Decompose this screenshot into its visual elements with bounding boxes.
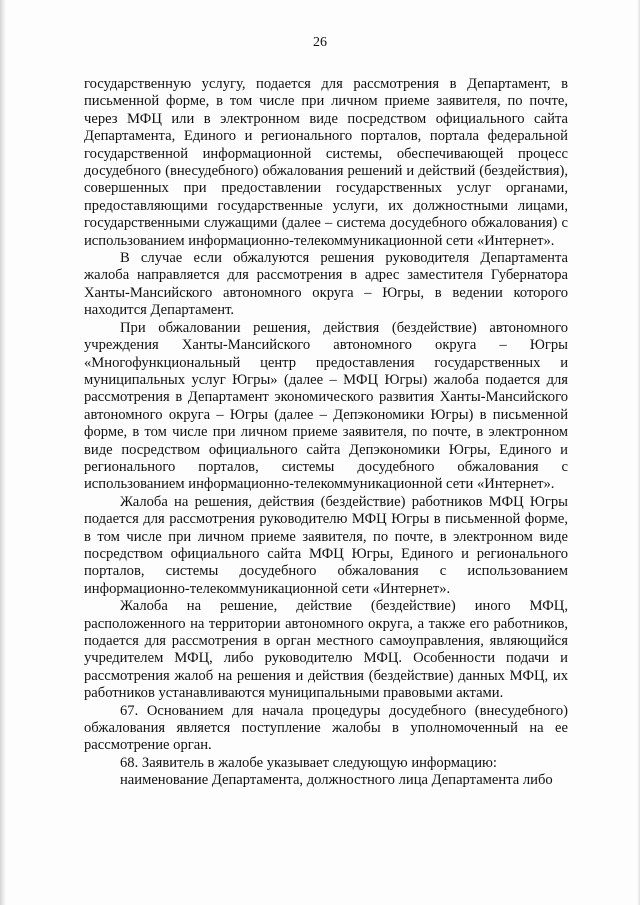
paragraph-item-67: 67. Основанием для начала процедуры досудебного (внесудебного) обжалования является поступление жалобы в уполномоченный на ее рассмотрение орган. [84,702,568,754]
paragraph-other-mfc: Жалоба на решение, действие (бездействие) иного МФЦ, расположенного на территории автономного округа, а также его работников, подается для рассмотрения в орган местного самоуправления, являющийся учредителем МФЦ, либо руководителю МФЦ. Особенности подачи и рассмотрения жалоб на решения и действия (бездействие) данных МФЦ, их работников устанавливаются муниципальными правовыми актами. [84,598,568,702]
page-number: 26 [313,35,327,50]
paragraph-mfc-yugra-institution: При обжаловании решения, действия (бездействие) автономного учреждения Ханты-Мансийского автономного округа – Югры «Многофункциональный центр предоставления государственных и муниципальных услуг Югры» (далее – МФЦ Югры) жалоба подается для рассмотрения в Департамент экономического развития Ханты-Мансийского автономного округа – Югры (далее – Депэкономики Югры) в письменной форме, в том числе при личном приеме заявителя, по почте, в электронном виде посредством официального сайта Депэкономики Югры, Единого и регионального порталов, системы досудебного обжалования с использованием информационно-телекоммуникационной сети «Интернет». [84,319,568,493]
paragraph-item-68: 68. Заявитель в жалобе указывает следующую информацию: [120,754,497,771]
document-body [84,76,568,790]
paragraph-mfc-yugra-workers: Жалоба на решения, действия (бездействие) работников МФЦ Югры подается для рассмотрения руководителю МФЦ Югры в письменной форме, в том числе при личном приеме заявителя, по почте, в электронном виде посредством официального сайта МФЦ Югры, Единого и регионального порталов, системы досудебного обжалования с использованием информационно-телекоммуникационной сети «Интернет». [84,493,568,597]
paragraph-continuation: государственную услугу, подается для рассмотрения в Департамент, в письменной форме, в том числе при личном приеме заявителя, по почте, через МФЦ или в электронном виде посредством официального сайта Департамента, Единого и регионального порталов, портала федеральной государственной информационной системы, обеспечивающей процесс досудебного (внесудебного) обжалования решений и действий (бездействия), совершенных при предоставлении государственных услуг органами, предоставляющими государственные услуги, их должностными лицами, государственными служащими (далее – система досудебного обжалования) с использованием информационно-телекоммуникационной сети «Интернет». [84,76,568,249]
scan-left-edge [0,0,6,905]
paragraph-governor-appeal: В случае если обжалуются решения руководителя Департамента жалоба направляется для рассмотрения в адрес заместителя Губернатора Ханты-Мансийского автономного округа – Югры, в ведении которого находится Департамент. [84,250,568,319]
paragraph-item-68-first-line: наименование Департамента, должностного лица Департамента либо [120,772,553,789]
